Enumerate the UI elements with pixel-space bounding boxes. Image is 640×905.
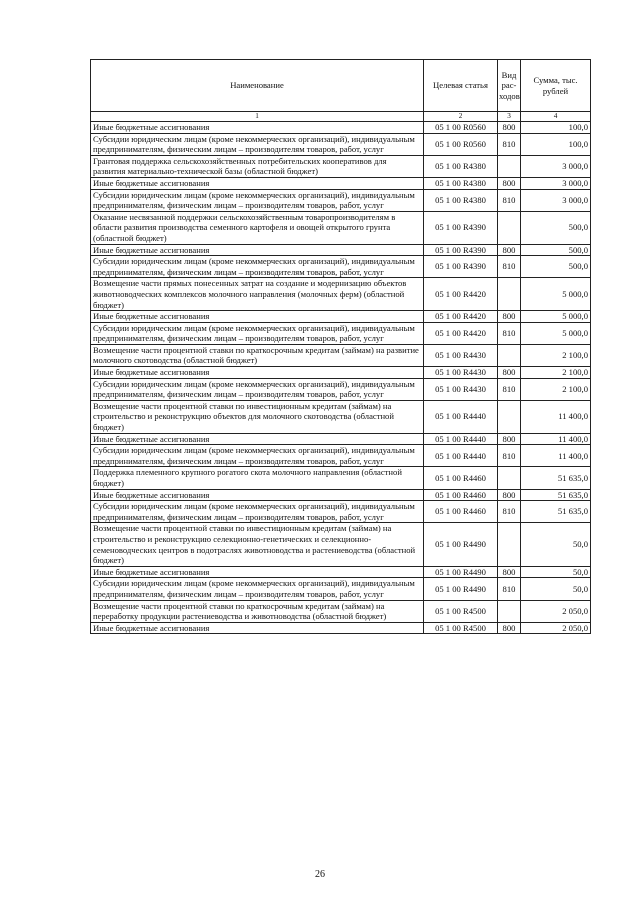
row-type-cell: 800 [498, 311, 521, 323]
row-sum-cell: 50,0 [521, 523, 591, 566]
row-target-cell: 05 1 00 R4430 [424, 367, 498, 379]
table-row [91, 155, 591, 177]
row-target-cell: 05 1 00 R4460 [424, 467, 498, 489]
table-row [91, 189, 591, 211]
row-target-cell: 05 1 00 R4390 [424, 211, 498, 244]
row-target-cell: 05 1 00 R4490 [424, 578, 498, 600]
row-sum-cell: 500,0 [521, 244, 591, 256]
row-name-cell: Возмещение части процентной ставки по инвестиционным кредитам (займам) на строительство и реконструкцию объектов для молочного скотоводства (областной бюджет) [91, 400, 424, 433]
row-type-cell: 810 [498, 445, 521, 467]
row-sum-cell: 500,0 [521, 256, 591, 278]
row-type-cell: 800 [498, 177, 521, 189]
column-number-row [91, 112, 591, 122]
row-type-cell: 800 [498, 244, 521, 256]
row-name-cell: Возмещение части процентной ставки по инвестиционным кредитам (займам) на строительство и реконструкцию селекционно-генетических и селекционно-семеноводческих центров в подотраслях животноводства и растениеводства (областной бюджет) [91, 523, 424, 566]
row-name-cell: Иные бюджетные ассигнования [91, 367, 424, 379]
row-sum-cell: 11 400,0 [521, 433, 591, 445]
row-type-cell: 800 [498, 122, 521, 134]
row-target-cell: 05 1 00 R4380 [424, 177, 498, 189]
row-target-cell: 05 1 00 R4440 [424, 445, 498, 467]
header-name: Наименование [91, 60, 424, 112]
table-row [91, 177, 591, 189]
row-name-cell: Иные бюджетные ассигнования [91, 311, 424, 323]
table-row [91, 433, 591, 445]
table-header-row [91, 60, 591, 112]
row-target-cell: 05 1 00 R0560 [424, 122, 498, 134]
row-name-cell: Субсидии юридическим лицам (кроме некоммерческих организаций), индивидуальным предпринимателям, физическим лицам – производителям товаров, работ, услуг [91, 501, 424, 523]
row-name-cell: Субсидии юридическим лицам (кроме некоммерческих организаций), индивидуальным предпринимателям, физическим лицам – производителям товаров, работ, услуг [91, 256, 424, 278]
row-target-cell: 05 1 00 R4430 [424, 344, 498, 366]
table-row [91, 501, 591, 523]
row-type-cell: 810 [498, 501, 521, 523]
row-type-cell: 800 [498, 622, 521, 634]
row-target-cell: 05 1 00 R4440 [424, 433, 498, 445]
row-name-cell: Субсидии юридическим лицам (кроме некоммерческих организаций), индивидуальным предпринимателям, физическим лицам – производителям товаров, работ, услуг [91, 189, 424, 211]
row-target-cell: 05 1 00 R4420 [424, 311, 498, 323]
row-sum-cell: 2 100,0 [521, 344, 591, 366]
table-row [91, 322, 591, 344]
row-name-cell: Возмещение части процентной ставки по краткосрочным кредитам (займам) на переработку продукции растениеводства и животноводства (областной бюджет) [91, 600, 424, 622]
row-name-cell: Возмещение части процентной ставки по краткосрочным кредитам (займам) на развитие молочного скотоводства (областной бюджет) [91, 344, 424, 366]
row-type-cell: 800 [498, 566, 521, 578]
row-sum-cell: 5 000,0 [521, 322, 591, 344]
row-target-cell: 05 1 00 R4380 [424, 155, 498, 177]
row-sum-cell: 51 635,0 [521, 489, 591, 501]
header-type: Вид рас-ходов [498, 60, 521, 112]
header-sum: Сумма, тыс. рублей [521, 60, 591, 112]
row-sum-cell: 2 050,0 [521, 622, 591, 634]
row-target-cell: 05 1 00 R0560 [424, 133, 498, 155]
row-target-cell: 05 1 00 R4460 [424, 489, 498, 501]
row-sum-cell: 100,0 [521, 133, 591, 155]
row-sum-cell: 5 000,0 [521, 311, 591, 323]
page-number: 26 [315, 869, 325, 880]
row-type-cell [498, 400, 521, 433]
row-name-cell: Иные бюджетные ассигнования [91, 622, 424, 634]
table-row [91, 211, 591, 244]
row-sum-cell: 3 000,0 [521, 189, 591, 211]
row-sum-cell: 11 400,0 [521, 445, 591, 467]
row-target-cell: 05 1 00 R4390 [424, 256, 498, 278]
table-row [91, 244, 591, 256]
row-target-cell: 05 1 00 R4380 [424, 189, 498, 211]
row-type-cell: 800 [498, 433, 521, 445]
table-row [91, 400, 591, 433]
table-row [91, 256, 591, 278]
row-name-cell: Иные бюджетные ассигнования [91, 177, 424, 189]
row-name-cell: Субсидии юридическим лицам (кроме некоммерческих организаций), индивидуальным предпринимателям, физическим лицам – производителям товаров, работ, услуг [91, 378, 424, 400]
header-target: Целевая статья [424, 60, 498, 112]
row-name-cell: Оказание несвязанной поддержки сельскохозяйственным товаропроизводителям в области развития производства семенного картофеля и овощей открытого грунта (областной бюджет) [91, 211, 424, 244]
table-body [91, 122, 591, 634]
table-row [91, 489, 591, 501]
row-type-cell: 810 [498, 189, 521, 211]
table-row [91, 344, 591, 366]
column-number: 3 [498, 112, 521, 122]
row-name-cell: Грантовая поддержка сельскохозяйственных потребительских кооперативов для развития материально-технической базы (областной бюджет) [91, 155, 424, 177]
table-row [91, 622, 591, 634]
table-row [91, 600, 591, 622]
row-name-cell: Возмещение части прямых понесенных затрат на создание и модернизацию объектов животноводческих комплексов молочного направления (молочных ферм) (областной бюджет) [91, 278, 424, 311]
table-row [91, 523, 591, 566]
row-target-cell: 05 1 00 R4430 [424, 378, 498, 400]
row-name-cell: Поддержка племенного крупного рогатого скота молочного направления (областной бюджет) [91, 467, 424, 489]
row-name-cell: Субсидии юридическим лицам (кроме некоммерческих организаций), индивидуальным предпринимателям, физическим лицам – производителям товаров, работ, услуг [91, 445, 424, 467]
row-sum-cell: 3 000,0 [521, 177, 591, 189]
row-target-cell: 05 1 00 R4490 [424, 523, 498, 566]
row-sum-cell: 5 000,0 [521, 278, 591, 311]
table-row [91, 378, 591, 400]
row-sum-cell: 2 100,0 [521, 378, 591, 400]
row-sum-cell: 100,0 [521, 122, 591, 134]
row-type-cell: 810 [498, 378, 521, 400]
row-name-cell: Иные бюджетные ассигнования [91, 433, 424, 445]
column-number: 1 [91, 112, 424, 122]
row-sum-cell: 2 050,0 [521, 600, 591, 622]
row-name-cell: Субсидии юридическим лицам (кроме некоммерческих организаций), индивидуальным предпринимателям, физическим лицам – производителям товаров, работ, услуг [91, 578, 424, 600]
row-type-cell: 810 [498, 322, 521, 344]
row-name-cell: Субсидии юридическим лицам (кроме некоммерческих организаций), индивидуальным предпринимателям, физическим лицам – производителям товаров, работ, услуг [91, 133, 424, 155]
row-sum-cell: 3 000,0 [521, 155, 591, 177]
row-sum-cell: 50,0 [521, 578, 591, 600]
row-type-cell: 810 [498, 133, 521, 155]
table-row [91, 311, 591, 323]
row-target-cell: 05 1 00 R4500 [424, 600, 498, 622]
table-row [91, 133, 591, 155]
row-type-cell [498, 523, 521, 566]
row-target-cell: 05 1 00 R4420 [424, 322, 498, 344]
row-sum-cell: 11 400,0 [521, 400, 591, 433]
row-type-cell [498, 278, 521, 311]
table-row [91, 578, 591, 600]
row-target-cell: 05 1 00 R4490 [424, 566, 498, 578]
row-type-cell: 800 [498, 367, 521, 379]
column-number: 2 [424, 112, 498, 122]
table-row [91, 566, 591, 578]
row-type-cell [498, 600, 521, 622]
row-sum-cell: 51 635,0 [521, 501, 591, 523]
table-row [91, 467, 591, 489]
row-target-cell: 05 1 00 R4390 [424, 244, 498, 256]
row-target-cell: 05 1 00 R4420 [424, 278, 498, 311]
row-sum-cell: 50,0 [521, 566, 591, 578]
row-name-cell: Иные бюджетные ассигнования [91, 244, 424, 256]
budget-table [90, 59, 591, 634]
row-type-cell: 810 [498, 578, 521, 600]
row-name-cell: Субсидии юридическим лицам (кроме некоммерческих организаций), индивидуальным предпринимателям, физическим лицам – производителям товаров, работ, услуг [91, 322, 424, 344]
row-type-cell [498, 467, 521, 489]
row-sum-cell: 2 100,0 [521, 367, 591, 379]
row-type-cell [498, 155, 521, 177]
table-row [91, 122, 591, 134]
row-name-cell: Иные бюджетные ассигнования [91, 489, 424, 501]
row-type-cell [498, 344, 521, 366]
row-sum-cell: 500,0 [521, 211, 591, 244]
row-target-cell: 05 1 00 R4500 [424, 622, 498, 634]
row-name-cell: Иные бюджетные ассигнования [91, 122, 424, 134]
row-sum-cell: 51 635,0 [521, 467, 591, 489]
table-row [91, 367, 591, 379]
table-row [91, 445, 591, 467]
row-target-cell: 05 1 00 R4460 [424, 501, 498, 523]
row-type-cell: 810 [498, 256, 521, 278]
column-number: 4 [521, 112, 591, 122]
table-row [91, 278, 591, 311]
row-target-cell: 05 1 00 R4440 [424, 400, 498, 433]
row-type-cell [498, 211, 521, 244]
row-type-cell: 800 [498, 489, 521, 501]
row-name-cell: Иные бюджетные ассигнования [91, 566, 424, 578]
